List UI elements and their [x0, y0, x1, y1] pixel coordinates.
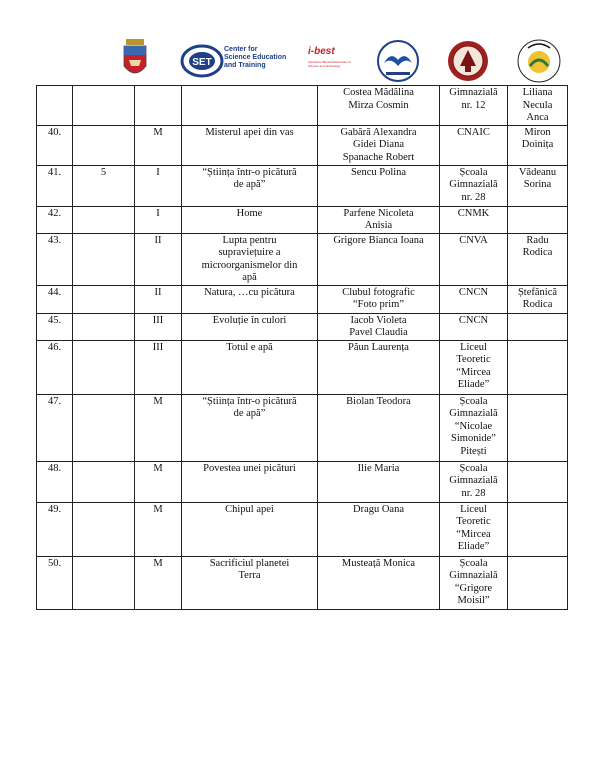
cell-nr-line: 45.	[47, 314, 62, 326]
cell-title-line: apă	[242, 272, 257, 283]
cell-school-line: Simonide”	[451, 433, 496, 444]
cell-section-line: II	[154, 286, 162, 298]
ibest-logo-subtitle: Interactive Blended Education in Science and Technology	[308, 60, 352, 68]
cell-school-line: CNCN	[458, 286, 489, 298]
cell-school-line: Școala	[459, 166, 488, 178]
school-logo-icon	[514, 36, 564, 86]
cell-grade-line: 5	[100, 166, 107, 178]
cell-authors	[318, 461, 440, 502]
cell-nr-line: 49.	[47, 503, 62, 515]
cell-section	[135, 285, 182, 313]
cell-school-line: nr. 28	[461, 487, 486, 499]
cell-nr	[37, 313, 73, 340]
cell-school	[440, 125, 508, 165]
cell-coordinator	[508, 285, 568, 313]
set-logo	[180, 36, 290, 86]
cell-authors-line: Gabără Alexandra	[340, 126, 417, 138]
cell-nr-line: 46.	[47, 341, 62, 353]
cell-coordinator-line: Sorina	[523, 179, 552, 190]
cell-coordinator	[508, 461, 568, 502]
cell-coordinator	[508, 502, 568, 556]
cell-coordinator	[508, 125, 568, 165]
cell-title-line: supraviețuire a	[218, 247, 281, 258]
cell-school-line: CNVA	[459, 234, 488, 246]
cell-school-line: Eliade”	[457, 541, 490, 552]
cell-section-line: M	[153, 462, 163, 474]
cell-authors-line: Păun Laurența	[348, 341, 409, 353]
table-row	[37, 125, 568, 165]
cell-nr	[37, 165, 73, 206]
cell-nr-line: 40.	[47, 126, 62, 138]
cell-title	[182, 86, 318, 126]
cell-school-line: Pitești	[460, 445, 487, 457]
set-acronym: SET	[192, 57, 212, 68]
cell-section-line: II	[154, 234, 162, 246]
set-logo-text: Center for Science Education and Training	[224, 46, 287, 69]
cell-authors-line: Gidei Diana	[352, 139, 405, 150]
cell-title-line: Natura, …cu picătura	[204, 286, 295, 298]
cell-nr	[37, 556, 73, 609]
cell-nr-line: 41.	[47, 166, 62, 178]
cell-coordinator: Liliana Necula Anca	[508, 86, 568, 126]
cell-nr-line: 50.	[47, 557, 62, 569]
cell-authors-line: Spanache Robert	[342, 151, 415, 163]
cell-authors	[318, 502, 440, 556]
table-row	[37, 556, 568, 609]
table-row	[37, 313, 568, 340]
cell-nr-line: 43.	[47, 234, 62, 246]
cell-authors-line: Biolan Teodora	[346, 395, 411, 407]
cell-authors	[318, 394, 440, 461]
cell-nr	[37, 206, 73, 233]
cell-section	[135, 556, 182, 609]
cell-section	[135, 206, 182, 233]
cell-section-line: III	[152, 314, 164, 326]
cell-grade	[73, 86, 135, 126]
table-row	[37, 394, 568, 461]
cell-school-line: CNMK	[457, 207, 490, 219]
cell-school	[440, 233, 508, 285]
cell-grade	[73, 340, 135, 394]
cell-school-line: CNCN	[458, 314, 489, 326]
cell-nr	[37, 125, 73, 165]
cell-school	[440, 556, 508, 609]
cell-nr	[37, 86, 73, 126]
cell-title-line: de apă”	[233, 179, 266, 190]
cell-coordinator	[508, 556, 568, 609]
cell-title	[182, 233, 318, 285]
blue-emblem-icon	[376, 36, 420, 86]
table-row	[37, 285, 568, 313]
table-row	[37, 206, 568, 233]
cell-title-line: Totul e apă	[226, 341, 273, 353]
cell-title-line: “Știința într-o picătură	[202, 395, 297, 407]
cell-nr-line: 42.	[47, 207, 62, 219]
cell-coordinator	[508, 165, 568, 206]
cell-school-line: CNAIC	[457, 126, 490, 138]
cell-coordinator-line: Vădeanu	[518, 166, 557, 178]
cell-coordinator-line: Radu	[526, 234, 549, 246]
cell-school	[440, 502, 508, 556]
cell-title-line: microorganismelor din	[201, 259, 298, 271]
cell-grade	[73, 285, 135, 313]
cell-authors-line: Iacob Violeta	[350, 314, 407, 326]
cell-nr	[37, 394, 73, 461]
cell-title-line: Terra	[238, 570, 261, 581]
cell-section-line: M	[153, 395, 163, 407]
cell-grade	[73, 556, 135, 609]
ibest-logo	[308, 36, 354, 86]
cell-school	[440, 165, 508, 206]
cell-school-line: Liceul	[460, 341, 487, 353]
cell-nr-line: 44.	[47, 286, 62, 298]
ibest-logo-word: i-best	[308, 46, 335, 57]
cell-authors	[318, 340, 440, 394]
cell-nr	[37, 461, 73, 502]
cell-grade	[73, 394, 135, 461]
cell-authors: Costea Mădălina Mirza Cosmin	[318, 86, 440, 126]
cell-title	[182, 340, 318, 394]
cell-school-line: Liceul	[460, 503, 487, 515]
cell-title-line: Chipul apei	[225, 503, 274, 515]
cell-coordinator	[508, 394, 568, 461]
cell-section-line: M	[153, 126, 163, 138]
cell-title-line: Sacrificiul planetei	[209, 557, 290, 569]
cell-authors-line: Dragu Oana	[352, 503, 405, 515]
logo-header	[36, 36, 566, 86]
cell-title-line: Lupta pentru	[222, 234, 277, 246]
cell-coordinator	[508, 233, 568, 285]
cell-authors	[318, 556, 440, 609]
cell-section	[135, 165, 182, 206]
cell-section-line: I	[156, 166, 160, 178]
cell-grade	[73, 165, 135, 206]
cell-section	[135, 125, 182, 165]
cell-school-line: Eliade”	[457, 379, 490, 390]
cell-nr-line: 48.	[47, 462, 62, 474]
cell-coordinator-line: Rodica	[522, 247, 553, 258]
cell-school	[440, 461, 508, 502]
cell-title-line: “Știința într-o picătură	[202, 166, 297, 178]
cell-school	[440, 313, 508, 340]
cell-school-line: “Grigore	[454, 582, 493, 594]
table-row	[37, 233, 568, 285]
cell-authors	[318, 233, 440, 285]
cell-school	[440, 394, 508, 461]
cell-coordinator-line: Ștefănică	[517, 286, 558, 298]
cell-coordinator	[508, 340, 568, 394]
cell-grade	[73, 502, 135, 556]
cell-school-line: Școala	[459, 462, 488, 474]
cell-nr	[37, 502, 73, 556]
cell-title	[182, 206, 318, 233]
cell-school-line: “Mircea	[456, 366, 491, 378]
cell-school-line: Gimnazială	[449, 570, 498, 581]
cell-section	[135, 86, 182, 126]
cell-school-line: “Nicolae	[454, 420, 493, 432]
cell-grade	[73, 125, 135, 165]
cell-title-line: Home	[236, 207, 263, 219]
cell-nr-line: 47.	[47, 395, 62, 407]
cell-authors	[318, 206, 440, 233]
cell-section	[135, 313, 182, 340]
cell-title	[182, 313, 318, 340]
cell-coordinator-line: Miron	[524, 126, 551, 138]
cell-school-line: Școala	[459, 395, 488, 407]
cell-title	[182, 461, 318, 502]
cell-authors	[318, 165, 440, 206]
cell-school-line: Gimnazială	[449, 179, 498, 190]
cell-nr	[37, 340, 73, 394]
cell-title	[182, 556, 318, 609]
red-seal-icon	[446, 36, 490, 86]
cell-authors-line: Sencu Polina	[350, 166, 407, 178]
cell-school	[440, 206, 508, 233]
cell-section	[135, 340, 182, 394]
cell-title-line: Evoluție în culori	[212, 314, 287, 326]
cell-school-line: Școala	[459, 557, 488, 569]
cell-school-line: Gimnazială	[449, 408, 498, 419]
table-row	[37, 461, 568, 502]
cell-title-line: Povestea unei picături	[203, 462, 296, 474]
cell-title	[182, 394, 318, 461]
cell-school-line: Teoretic	[456, 354, 491, 365]
cell-title	[182, 165, 318, 206]
cell-coordinator	[508, 206, 568, 233]
cell-section-line: M	[153, 503, 163, 515]
cell-authors-line: Pavel Claudia	[349, 327, 408, 338]
cell-coordinator-line: Rodica	[522, 299, 553, 310]
cell-authors	[318, 285, 440, 313]
cell-authors	[318, 313, 440, 340]
table-row	[37, 340, 568, 394]
cell-title	[182, 285, 318, 313]
table-row-continuation	[37, 86, 568, 126]
cell-nr	[37, 233, 73, 285]
table-row	[37, 165, 568, 206]
cell-authors-line: Ilie Maria	[357, 462, 400, 474]
cell-grade	[73, 461, 135, 502]
cell-section	[135, 233, 182, 285]
set-logo-icon	[180, 36, 224, 86]
cell-title-line: de apă”	[233, 408, 266, 419]
cell-school-line: nr. 28	[461, 191, 486, 203]
cell-authors-line: “Foto prim”	[352, 299, 405, 310]
cell-authors-line: Parfene Nicoleta	[343, 207, 414, 219]
cell-school-line: Gimnazială	[449, 475, 498, 486]
cell-authors-line: Musteață Monica	[341, 557, 416, 569]
cell-section-line: III	[152, 341, 164, 353]
cell-authors-line: Clubul fotografic	[342, 286, 415, 298]
cell-nr	[37, 285, 73, 313]
cell-grade	[73, 313, 135, 340]
cell-title	[182, 125, 318, 165]
cell-section-line: M	[153, 557, 163, 569]
cell-authors	[318, 125, 440, 165]
cell-school	[440, 340, 508, 394]
table-row	[37, 502, 568, 556]
cell-school-line: Moisil”	[457, 595, 490, 606]
cell-school	[440, 285, 508, 313]
cell-section	[135, 461, 182, 502]
crest-icon	[120, 36, 150, 86]
cell-school-line: “Mircea	[456, 528, 491, 540]
cell-section	[135, 394, 182, 461]
cell-title	[182, 502, 318, 556]
cell-section-line: I	[156, 207, 160, 219]
cell-authors-line: Anisia	[364, 220, 393, 231]
cell-section	[135, 502, 182, 556]
cell-coordinator	[508, 313, 568, 340]
cell-title-line: Misterul apei din vas	[205, 126, 294, 138]
cell-grade	[73, 206, 135, 233]
cell-grade	[73, 233, 135, 285]
cell-coordinator-line: Doinița	[521, 139, 554, 150]
cell-school-line: Teoretic	[456, 516, 491, 527]
results-table	[36, 85, 568, 610]
cell-authors-line: Grigore Bianca Ioana	[333, 234, 424, 246]
cell-school: Gimnazială nr. 12	[440, 86, 508, 126]
